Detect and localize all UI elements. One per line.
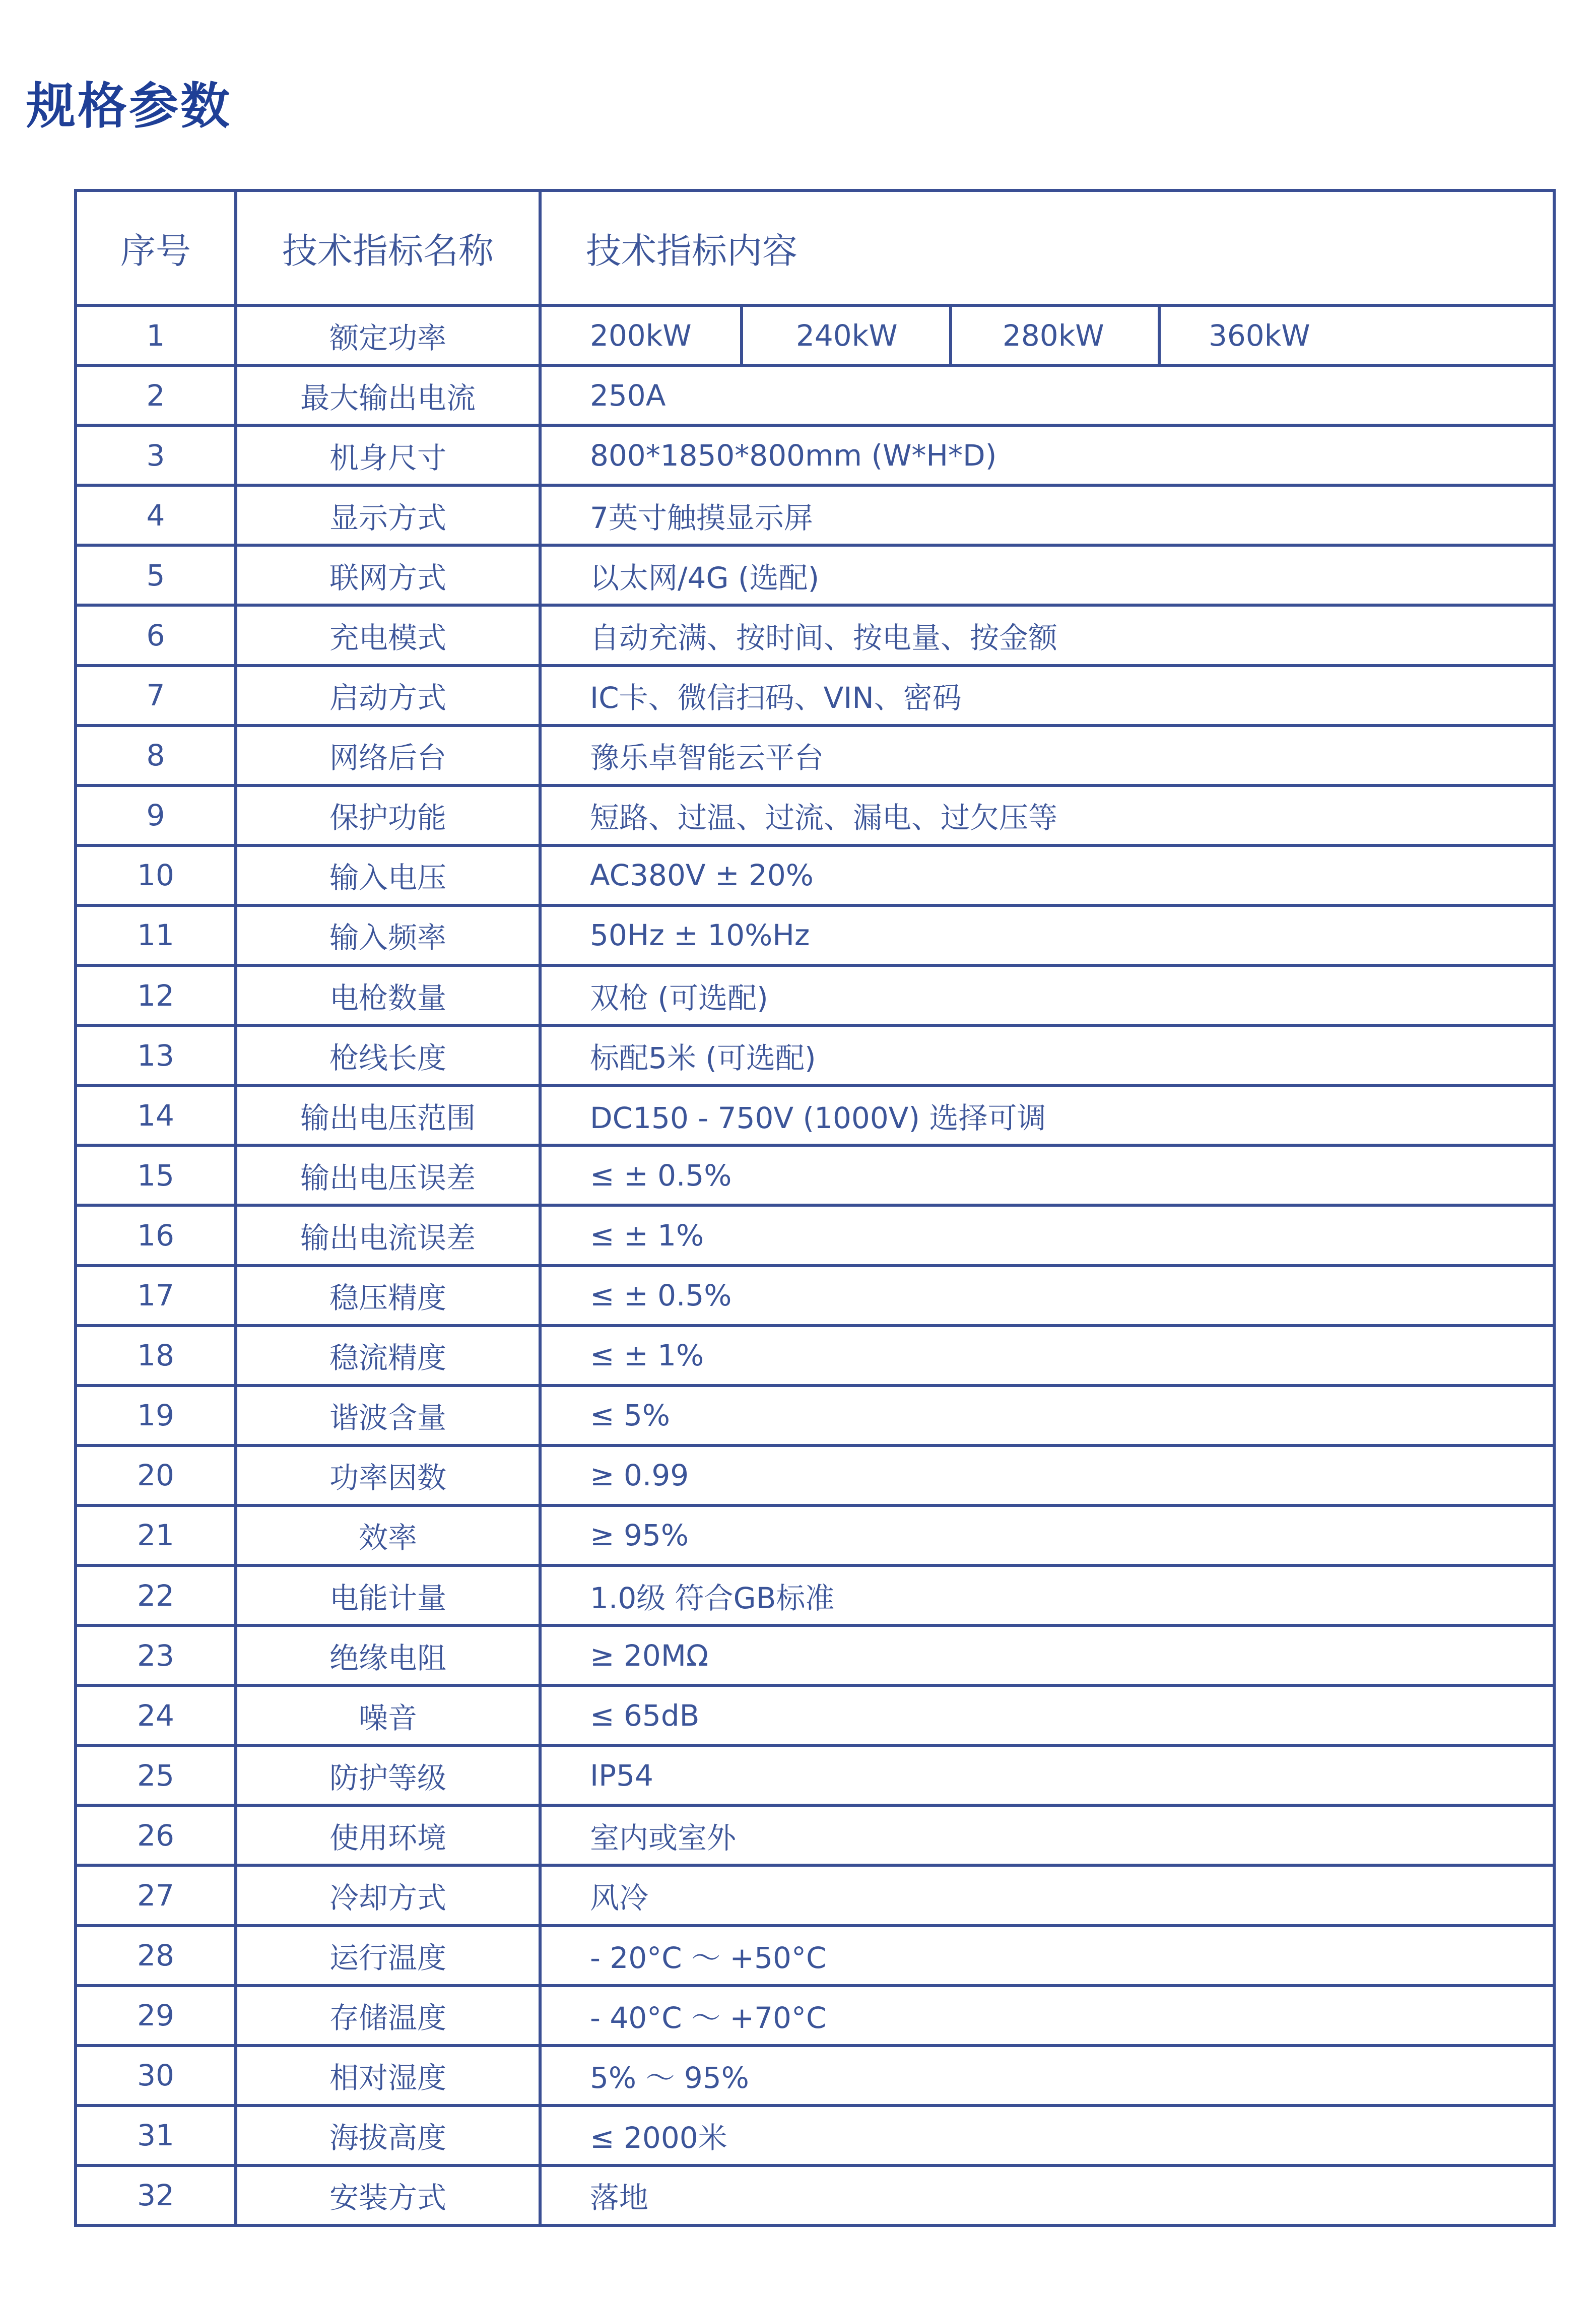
row-content: ≤ 65dB [540, 1685, 1554, 1745]
row-content: ≤ 5% [540, 1386, 1554, 1445]
row-no: 28 [76, 1926, 236, 1986]
table-row [76, 1205, 1554, 1265]
table-row [76, 845, 1554, 905]
row-no: 29 [76, 1986, 236, 2046]
row-no: 23 [76, 1625, 236, 1685]
table-row [76, 1085, 1554, 1145]
row-no: 12 [76, 965, 236, 1025]
table-row [76, 1805, 1554, 1865]
row-name: 运行温度 [236, 1926, 540, 1986]
row-content: ≤ ± 0.5% [540, 1145, 1554, 1205]
row-name: 存储温度 [236, 1986, 540, 2046]
power-option: 360kW [1209, 318, 1310, 353]
row-no: 24 [76, 1685, 236, 1745]
row-no: 14 [76, 1085, 236, 1145]
row-name: 枪线长度 [236, 1025, 540, 1085]
table-row [76, 1865, 1554, 1925]
table-row [76, 2165, 1554, 2225]
row-name: 海拔高度 [236, 2106, 540, 2165]
row-no: 5 [76, 545, 236, 605]
table-row [76, 2046, 1554, 2106]
row-content: DC150 - 750V (1000V) 选择可调 [540, 1085, 1554, 1145]
row-content: 双枪 (可选配) [540, 965, 1554, 1025]
table-row [76, 666, 1554, 726]
row-no: 7 [76, 666, 236, 726]
table-row [76, 965, 1554, 1025]
row-content: 自动充满、按时间、按电量、按金额 [540, 605, 1554, 665]
row-no: 13 [76, 1025, 236, 1085]
row-content: 250A [540, 365, 1554, 425]
row-content: 7英寸触摸显示屏 [540, 485, 1554, 545]
row-name: 电枪数量 [236, 965, 540, 1025]
power-option: 200kW [542, 307, 743, 364]
row-name: 相对湿度 [236, 2046, 540, 2106]
row-content: 标配5米 (可选配) [540, 1025, 1554, 1085]
row-name: 保护功能 [236, 785, 540, 845]
row-no: 8 [76, 726, 236, 785]
table-row [76, 1505, 1554, 1565]
row-name: 输入频率 [236, 905, 540, 965]
row-content: ≥ 20MΩ [540, 1625, 1554, 1685]
row-name: 谐波含量 [236, 1386, 540, 1445]
row-name: 联网方式 [236, 545, 540, 605]
row-content: 短路、过温、过流、漏电、过欠压等 [540, 785, 1554, 845]
row-name: 启动方式 [236, 666, 540, 726]
row-no: 4 [76, 485, 236, 545]
row-name: 稳压精度 [236, 1266, 540, 1326]
row-name: 输出电压范围 [236, 1085, 540, 1145]
row-content: 1.0级 符合GB标准 [540, 1565, 1554, 1625]
row-no: 1 [76, 305, 236, 365]
row-content: IP54 [540, 1745, 1554, 1805]
table-row [76, 365, 1554, 425]
row-content: ≤ 2000米 [540, 2106, 1554, 2165]
table-row [76, 785, 1554, 845]
row-no: 6 [76, 605, 236, 665]
table-row [76, 1445, 1554, 1505]
row-name: 额定功率 [236, 305, 540, 365]
row-no: 10 [76, 845, 236, 905]
row-no: 31 [76, 2106, 236, 2165]
row-name: 最大输出电流 [236, 365, 540, 425]
row-no: 17 [76, 1266, 236, 1326]
table-row [76, 305, 1554, 365]
row-name: 输出电流误差 [236, 1205, 540, 1265]
row-content: - 20°C ～ +50°C [540, 1926, 1554, 1986]
header-name: 技术指标名称 [236, 190, 540, 305]
row-content: ≥ 95% [540, 1505, 1554, 1565]
row-content: 5% ～ 95% [540, 2046, 1554, 2106]
row-name: 网络后台 [236, 726, 540, 785]
table-row [76, 2106, 1554, 2165]
row-name: 使用环境 [236, 1805, 540, 1865]
table-row [76, 1986, 1554, 2046]
spec-table [74, 189, 1556, 2227]
table-row [76, 545, 1554, 605]
row-no: 26 [76, 1805, 236, 1865]
row-no: 30 [76, 2046, 236, 2106]
table-header-row [76, 190, 1554, 305]
row-content: ≤ ± 1% [540, 1205, 1554, 1265]
row-no: 25 [76, 1745, 236, 1805]
row-no: 22 [76, 1565, 236, 1625]
power-options [540, 305, 1554, 365]
row-content: 室内或室外 [540, 1805, 1554, 1865]
row-name: 安装方式 [236, 2165, 540, 2225]
row-content: 风冷 [540, 1865, 1554, 1925]
row-name: 充电模式 [236, 605, 540, 665]
row-no: 16 [76, 1205, 236, 1265]
table-row [76, 605, 1554, 665]
table-row [76, 1926, 1554, 1986]
row-content: ≤ ± 1% [540, 1326, 1554, 1386]
row-name: 效率 [236, 1505, 540, 1565]
header-no: 序号 [76, 190, 236, 305]
row-content: ≤ ± 0.5% [540, 1266, 1554, 1326]
table-row [76, 1025, 1554, 1085]
row-name: 噪音 [236, 1685, 540, 1745]
row-no: 32 [76, 2165, 236, 2225]
row-name: 防护等级 [236, 1745, 540, 1805]
row-no: 3 [76, 425, 236, 485]
table-row [76, 1745, 1554, 1805]
row-name: 绝缘电阻 [236, 1625, 540, 1685]
row-content: 50Hz ± 10%Hz [540, 905, 1554, 965]
header-content: 技术指标内容 [540, 190, 1554, 305]
row-name: 输出电压误差 [236, 1145, 540, 1205]
table-row [76, 1386, 1554, 1445]
table-row [76, 905, 1554, 965]
row-content: 豫乐卓智能云平台 [540, 726, 1554, 785]
row-name: 稳流精度 [236, 1326, 540, 1386]
row-content: AC380V ± 20% [540, 845, 1554, 905]
row-content: 以太网/4G (选配) [540, 545, 1554, 605]
table-row [76, 1145, 1554, 1205]
row-no: 21 [76, 1505, 236, 1565]
row-content: IC卡、微信扫码、VIN、密码 [540, 666, 1554, 726]
row-name: 输入电压 [236, 845, 540, 905]
row-content: - 40°C ～ +70°C [540, 1986, 1554, 2046]
row-name: 功率因数 [236, 1445, 540, 1505]
row-name: 电能计量 [236, 1565, 540, 1625]
page-title: 规格参数 [26, 78, 232, 135]
table-row [76, 485, 1554, 545]
power-option: 280kW [952, 307, 1161, 364]
row-content: 800*1850*800mm (W*H*D) [540, 425, 1554, 485]
table-row [76, 425, 1554, 485]
row-content: ≥ 0.99 [540, 1445, 1554, 1505]
row-name: 显示方式 [236, 485, 540, 545]
row-name: 冷却方式 [236, 1865, 540, 1925]
table-row [76, 726, 1554, 785]
row-no: 27 [76, 1865, 236, 1925]
table-row [76, 1625, 1554, 1685]
table-row [76, 1326, 1554, 1386]
table-row [76, 1685, 1554, 1745]
table-row [76, 1266, 1554, 1326]
table-row [76, 1565, 1554, 1625]
row-name: 机身尺寸 [236, 425, 540, 485]
row-no: 19 [76, 1386, 236, 1445]
row-no: 11 [76, 905, 236, 965]
power-option: 240kW [743, 307, 952, 364]
row-no: 18 [76, 1326, 236, 1386]
row-content: 落地 [540, 2165, 1554, 2225]
row-no: 20 [76, 1445, 236, 1505]
row-no: 9 [76, 785, 236, 845]
row-no: 15 [76, 1145, 236, 1205]
row-no: 2 [76, 365, 236, 425]
